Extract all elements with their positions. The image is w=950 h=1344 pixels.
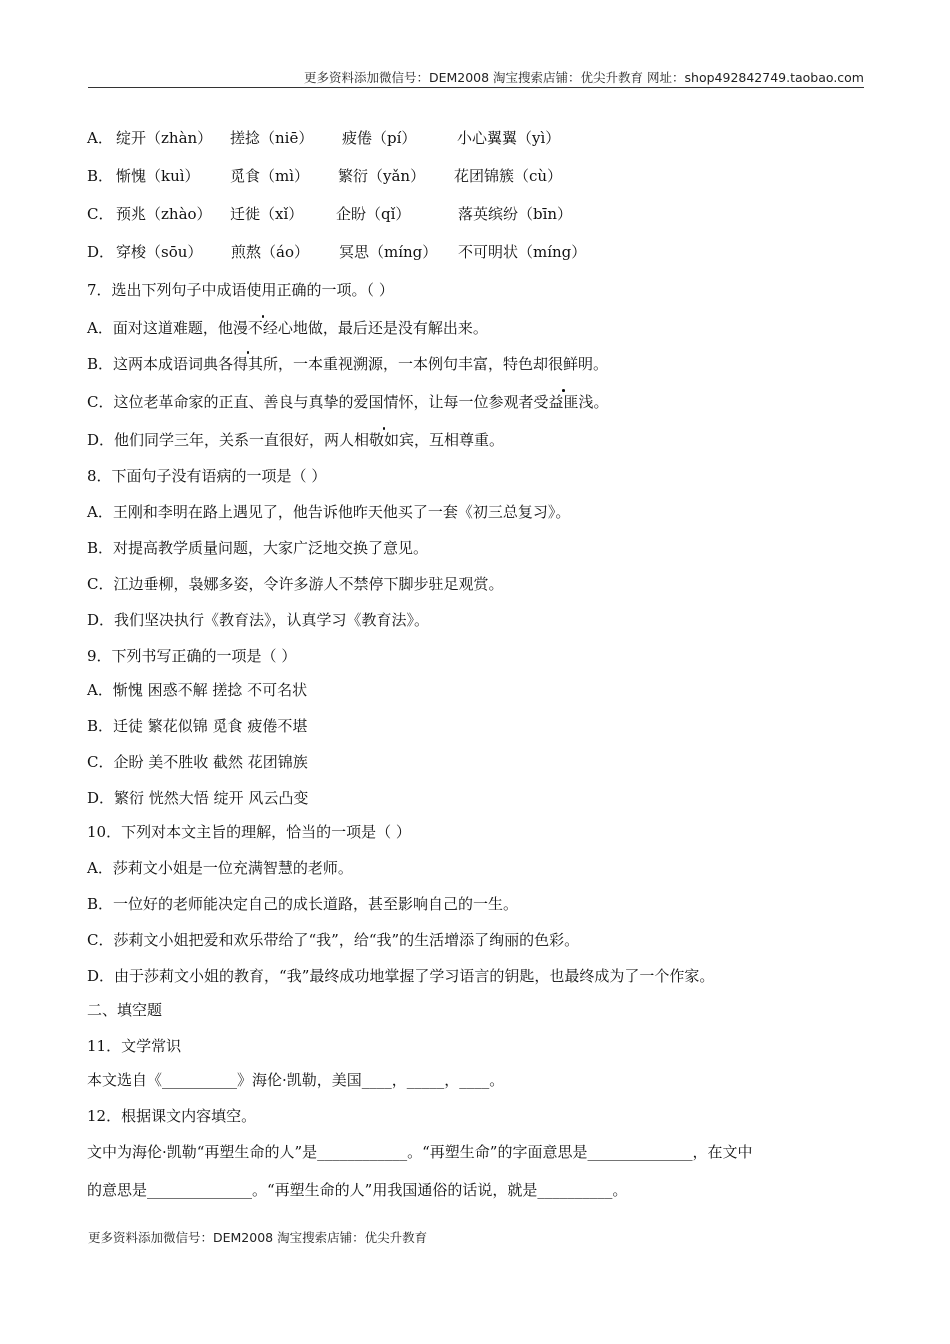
emphasized-idiom: 各得其所 xyxy=(218,355,279,373)
q6-option-d xyxy=(87,242,586,262)
sentence-text: C．这位老革命家的正直、善良与真挚的爱国情怀，让每一位参观者 xyxy=(87,393,534,411)
q8-stem: 8．下面句子没有语病的一项是（ ） xyxy=(87,467,327,485)
emphasized-idiom: 相敬如宾 xyxy=(354,431,415,449)
option-label: A． xyxy=(87,129,113,147)
sentence-text: ，互相尊重。 xyxy=(414,431,505,449)
q10-stem: 10．下列对本文主旨的理解，恰当的一项是（ ） xyxy=(87,823,411,841)
q7-option-c xyxy=(87,392,609,412)
word-item: 疲倦（pí） xyxy=(342,129,417,147)
q6-option-c xyxy=(87,204,572,224)
q9-option-c: C．企盼 美不胜收 截然 花团锦族 xyxy=(87,753,308,771)
word-item: 企盼（qǐ） xyxy=(336,205,411,223)
q6-option-b xyxy=(87,166,562,186)
q9-stem: 9．下列书写正确的一项是（ ） xyxy=(87,647,297,665)
page-footer: 更多资料添加微信号：DEM2008 淘宝搜索店铺：优尖升教育 xyxy=(88,1230,428,1245)
word-item: 迁徙（xǐ） xyxy=(230,205,304,223)
section-title: 二、填空题 xyxy=(87,1001,163,1019)
q8-option-d: D．我们坚决执行《教育法》，认真学习《教育法》。 xyxy=(87,611,430,629)
sentence-text: ，一本重视溯源，一本例句丰富，特色却很鲜明。 xyxy=(278,355,609,373)
option-label: D． xyxy=(87,243,115,261)
q9-option-a: A．惭愧 困惑不解 搓捻 不可名状 xyxy=(87,681,308,699)
word-item: 繁衍（yǎn） xyxy=(338,167,426,185)
word-item: 不可明状（míng） xyxy=(458,243,587,261)
word-item: 落英缤纷（bīn） xyxy=(458,205,573,223)
word-item: 冥思（míng） xyxy=(339,243,438,261)
header-divider xyxy=(88,87,864,88)
word-item: 穿梭（sōu） xyxy=(116,243,203,261)
word-item: 小心翼翼（yì） xyxy=(457,129,561,147)
q10-option-c: C．莎莉文小姐把爱和欢乐带给了“我”，给“我”的生活增添了绚丽的色彩。 xyxy=(87,931,580,949)
sentence-text: B．这两本成语词典 xyxy=(87,355,219,373)
word-item: 煎熬（áo） xyxy=(231,243,309,261)
sentence-text: 地做，最后还是没有解出来。 xyxy=(292,319,488,337)
word-item: 花团锦簇（cù） xyxy=(454,167,563,185)
q12-stem: 12．根据课文内容填空。 xyxy=(87,1107,257,1125)
sentence-text: 。 xyxy=(593,393,609,411)
q8-option-a: A．王刚和李明在路上遇见了，他告诉他昨天他买了一套《初三总复习》。 xyxy=(87,503,571,521)
page-header: 更多资料添加微信号：DEM2008 淘宝搜索店铺：优尖升教育 网址：shop492842749.taobao.com xyxy=(303,70,864,85)
q8-option-c: C．江边垂柳，袅娜多姿，令许多游人不禁停下脚步驻足观赏。 xyxy=(87,575,504,593)
word-item: 觅食（mì） xyxy=(230,167,310,185)
q11-fill-line: 本文选自《__________》海伦·凯勒，美国____，_____，____。 xyxy=(87,1071,505,1089)
word-item: 预兆（zhào） xyxy=(116,205,212,223)
emphasized-idiom: 漫不经心 xyxy=(232,319,293,337)
q12-fill-line-2: 的意思是______________。“再塑生命的人”用我国通俗的话说，就是__________。 xyxy=(87,1181,628,1199)
q10-option-d: D．由于莎莉文小姐的教育，“我”最终成功地掌握了学习语言的钥匙，也最终成为了一个作家。 xyxy=(87,967,715,985)
sentence-text: A．面对这道难题，他 xyxy=(87,319,233,337)
word-item: 惭愧（kuì） xyxy=(116,167,200,185)
q8-option-b: B．对提高教学质量问题，大家广泛地交换了意见。 xyxy=(87,539,429,557)
option-label: C． xyxy=(87,205,114,223)
sentence-text: D．他们同学三年，关系一直很好，两人 xyxy=(87,431,355,449)
q7-option-b xyxy=(87,354,608,374)
q10-option-b: B．一位好的老师能决定自己的成长道路，甚至影响自己的一生。 xyxy=(87,895,519,913)
q7-stem: 7．选出下列句子中成语使用正确的一项。（ ） xyxy=(87,281,394,299)
q7-option-d xyxy=(87,430,504,450)
word-item: 绽开（zhàn） xyxy=(116,129,213,147)
emphasized-idiom: 受益匪浅 xyxy=(533,393,594,411)
q12-fill-line-1: 文中为海伦·凯勒“再塑生命的人”是____________。“再塑生命”的字面意思是______________，在文中 xyxy=(87,1143,753,1161)
q9-option-d: D．繁衍 恍然大悟 绽开 风云凸变 xyxy=(87,789,309,807)
q9-option-b: B．迁徒 繁花似锦 觅食 疲倦不堪 xyxy=(87,717,308,735)
q11-stem: 11．文学常识 xyxy=(87,1037,182,1055)
q10-option-a: A．莎莉文小姐是一位充满智慧的老师。 xyxy=(87,859,353,877)
word-item: 搓捻（niē） xyxy=(230,129,314,147)
q6-option-a xyxy=(87,128,560,148)
q7-option-a xyxy=(87,318,488,338)
option-label: B． xyxy=(87,167,114,185)
